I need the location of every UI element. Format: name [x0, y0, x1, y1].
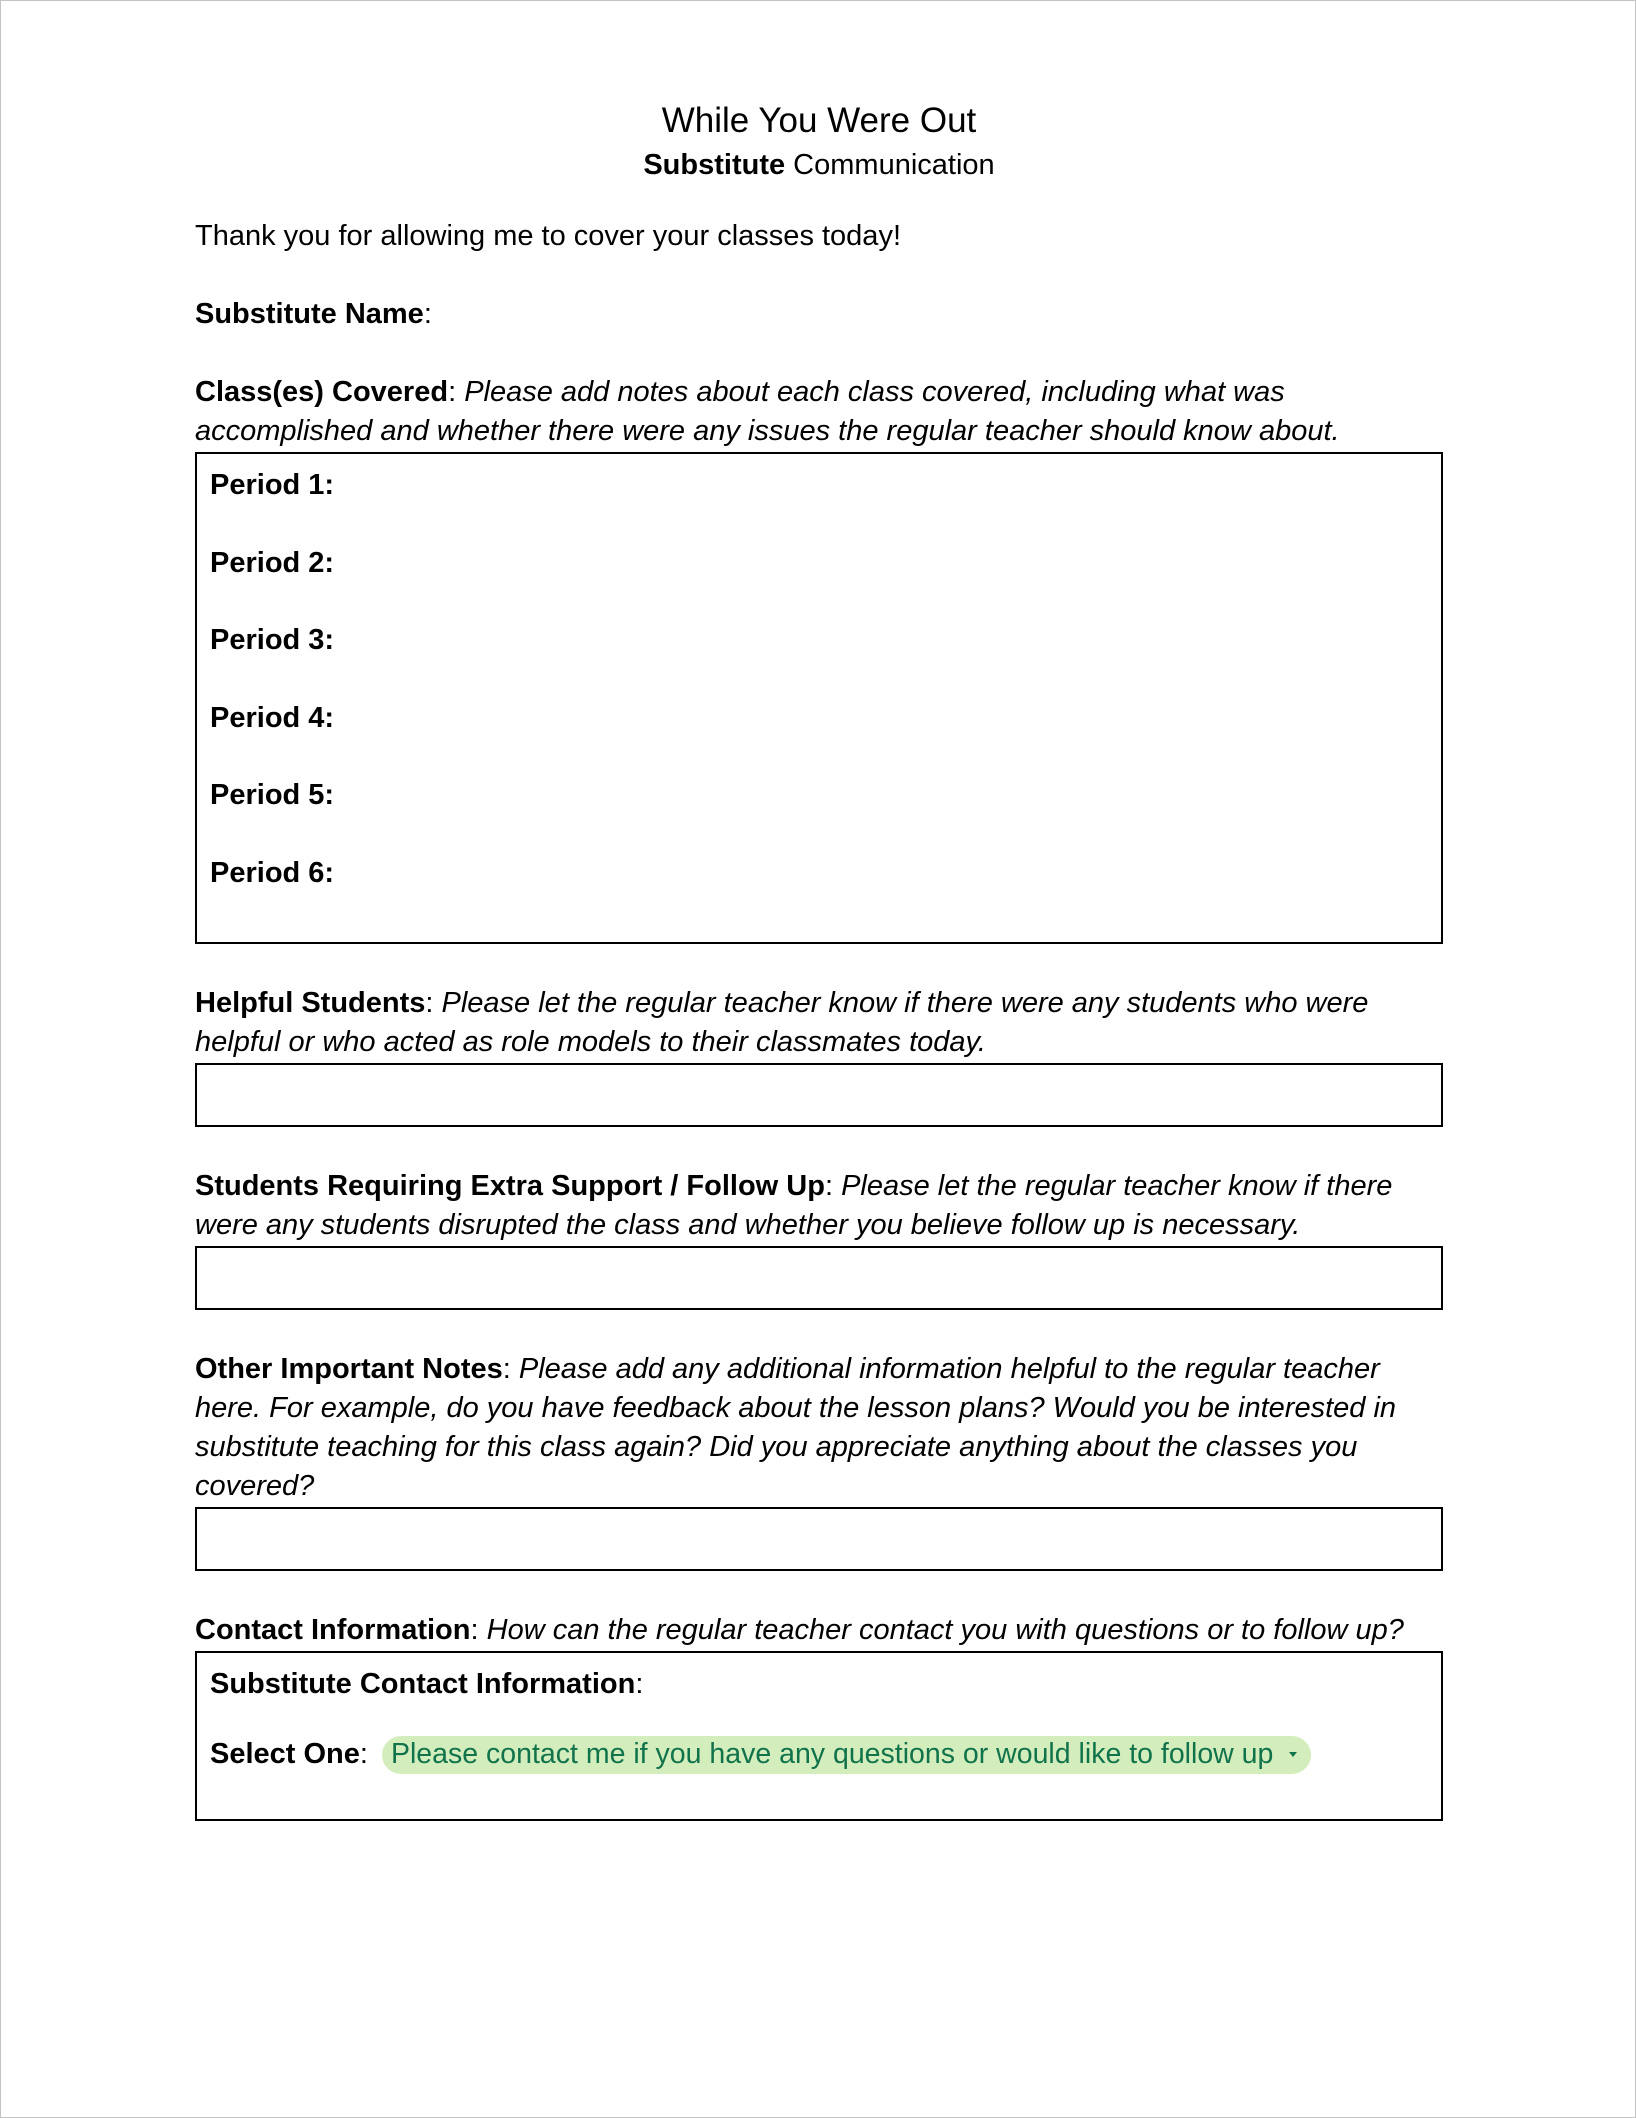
period-2-label: Period 2: [210, 546, 335, 579]
helpful-students-label: Helpful Students [195, 987, 426, 1019]
extra-support-heading [195, 1167, 1443, 1245]
select-one-row [210, 1735, 1428, 1774]
helpful-students-heading [195, 984, 1443, 1062]
other-notes-colon: : [502, 1353, 519, 1385]
helpful-students-instruction: Please let the regular teacher know if there were any students who were helpful or who acted as role models to their classmates today. [195, 987, 1369, 1058]
period-4-label: Period 4: [210, 701, 335, 734]
substitute-name-field[interactable] [195, 295, 1443, 334]
extra-support-label: Students Requiring Extra Support / Follow Up [195, 1170, 825, 1202]
other-notes-instruction: Please add any additional information helpful to the regular teacher here. For example, do you have feedback about the lesson plans? Would you be interested in substitute teaching for this class again? Did you appreciate anything about the classes you covered? [195, 1353, 1397, 1502]
other-notes-label: Other Important Notes [195, 1353, 503, 1385]
page-subtitle [195, 145, 1443, 185]
extra-support-colon: : [824, 1170, 842, 1202]
helpful-students-colon: : [425, 987, 442, 1019]
classes-covered-instruction: Please add notes about each class covered, including what was accomplished and whether there were any issues the regular teacher should know about. [195, 376, 1340, 447]
subtitle-bold: Substitute [643, 149, 786, 181]
contact-preference-dropdown-chip[interactable] [382, 1736, 1311, 1774]
classes-covered-box[interactable] [195, 452, 1443, 944]
substitute-contact-line [210, 1665, 1428, 1704]
other-notes-heading [195, 1350, 1443, 1506]
classes-covered-colon: : [448, 376, 465, 408]
period-3-label: Period 3: [210, 624, 335, 657]
contact-information-colon: : [470, 1614, 487, 1646]
period-5-label: Period 5: [210, 779, 335, 812]
classes-covered-heading [195, 373, 1443, 451]
select-one-colon: : [359, 1738, 368, 1770]
substitute-contact-label: Substitute Contact Information [210, 1668, 636, 1700]
intro-text: Thank you for allowing me to cover your classes today! [195, 220, 901, 252]
period-6-label: Period 6: [210, 856, 335, 889]
select-one-label: Select One [210, 1738, 360, 1770]
helpful-students-box[interactable] [195, 1063, 1443, 1127]
substitute-contact-colon: : [635, 1668, 644, 1700]
contact-information-box[interactable] [195, 1651, 1443, 1821]
contact-information-label: Contact Information [195, 1614, 471, 1646]
substitute-name-label: Substitute Name [195, 298, 424, 330]
other-notes-box[interactable] [195, 1507, 1443, 1571]
extra-support-instruction: Please let the regular teacher know if there were any students disrupted the class and whether you believe follow up is necessary. [195, 1170, 1393, 1241]
contact-information-instruction: How can the regular teacher contact you with questions or to follow up? [486, 1614, 1404, 1646]
page-title: While You Were Out [661, 101, 977, 140]
classes-covered-label: Class(es) Covered [195, 376, 449, 408]
document-content [195, 97, 1443, 1821]
contact-preference-value: Please contact me if you have any questions or would like to follow up [390, 1738, 1274, 1770]
dropdown-arrow-icon [1289, 1752, 1297, 1757]
extra-support-box[interactable] [195, 1246, 1443, 1310]
period-1-label: Period 1: [210, 469, 335, 501]
contact-information-heading [195, 1611, 1443, 1650]
substitute-name-colon: : [423, 298, 432, 330]
subtitle-rest: Communication [785, 149, 995, 181]
